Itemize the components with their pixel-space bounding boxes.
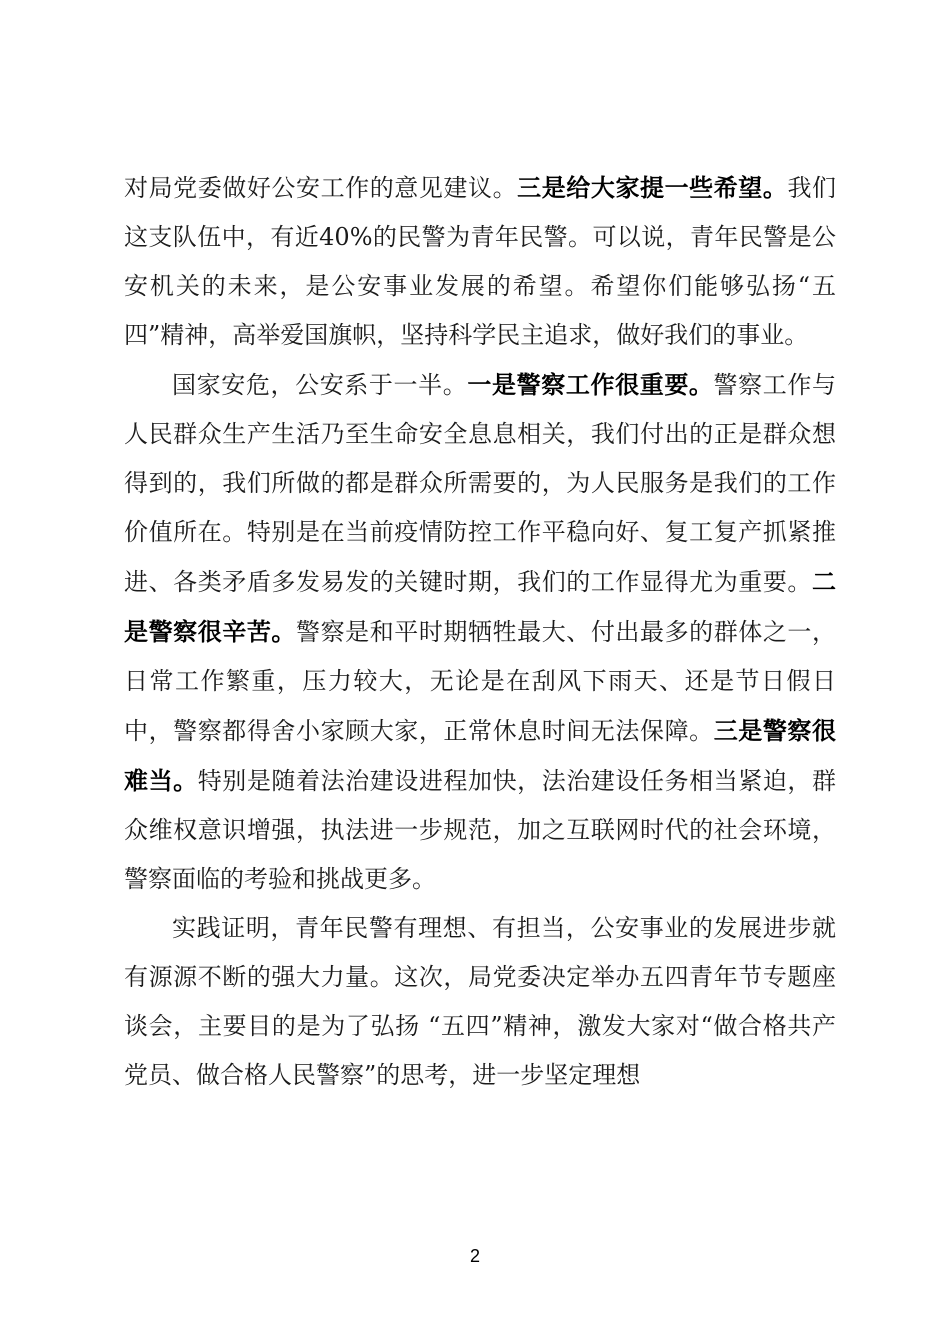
text-run: 实践证明，青年民警有理想、有担当，公安事业的发展进步就有源源不断的强大力量。这次，局党委决定举办五四青年节专题座谈会，主要目的是为了弘扬 “五四”精神，激发大家对“做合格共产党员、做合格人民警察”的思考，进一步坚定理想 [124, 914, 836, 1089]
paragraph-3 [124, 904, 836, 1100]
text-run: 警察工作与人民群众生产生活乃至生命安全息息相关，我们付出的正是群众想得到的，我们所做的都是群众所需要的，为人民服务是我们的工作价值所在。特别是在当前疫情防控工作平稳向好、复工复产抓紧推进、各类矛盾多发易发的关键时期，我们的工作显得尤为重要。 [124, 371, 837, 596]
bold-heading-run: 三是给大家提一些希望。 [517, 173, 788, 202]
text-run: 对局党委做好公安工作的意见建议。 [124, 174, 518, 202]
bold-heading-run: 一是警察工作很重要。 [467, 370, 714, 399]
text-run: 我们这支队伍中，有近40%的民警为青年民警。可以说，青年民警是公安机关的未来，是公安事业发展的希望。希望你们能够弘扬“五四”精神，高举爱国旗帜，坚持科学民主追求，做好我们的事业。 [124, 174, 837, 349]
page-number: 2 [469, 1246, 480, 1266]
paragraph-1 [124, 163, 836, 360]
body-text [124, 163, 836, 1100]
bold-heading-run: 二是警察很辛苦。 [124, 567, 836, 646]
paragraph-2 [124, 360, 836, 904]
text-run: 警察是和平时期牺牲最大、付出最多的群体之一，日常工作繁重，压力较大，无论是在刮风下雨天、还是节日假日中，警察都得舍小家顾大家，正常休息时间无法保障。 [124, 618, 836, 745]
text-run: 国家安危，公安系于一半。 [172, 371, 468, 399]
text-run: 特别是随着法治建设进程加快，法治建设任务相当紧迫，群众维权意识增强，执法进一步规范，加之互联网时代的社会环境，警察面临的考验和挑战更多。 [124, 767, 837, 893]
bold-heading-run: 三是警察很难当。 [124, 716, 837, 795]
